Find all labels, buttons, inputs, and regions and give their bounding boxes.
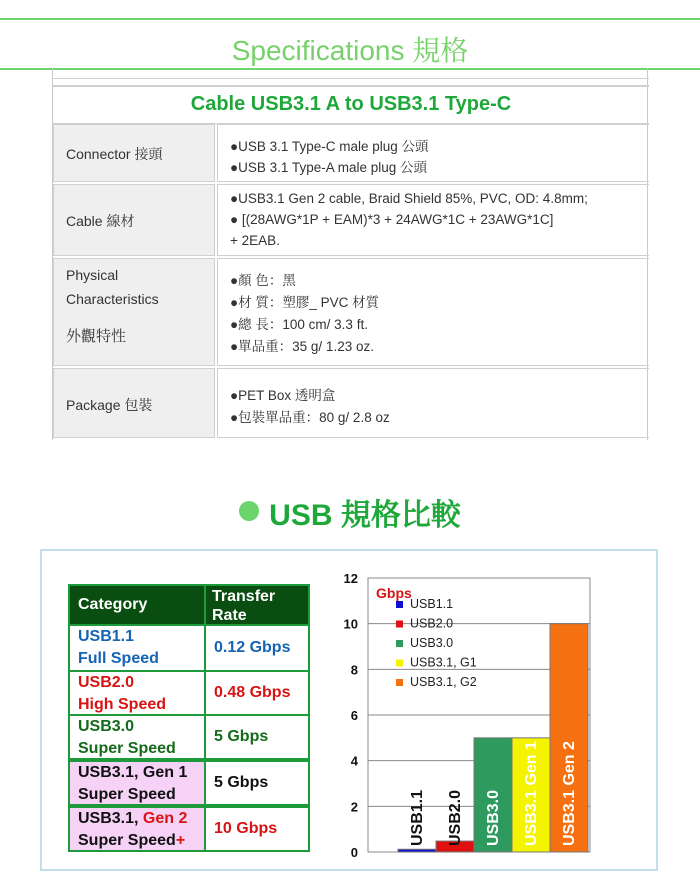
rate-value: 5 Gbps bbox=[214, 774, 269, 791]
category-speed: Super Speed bbox=[78, 740, 176, 757]
category-name: USB3.0 bbox=[78, 718, 135, 735]
spec-row-connector bbox=[53, 124, 649, 182]
legend-label: USB3.1, G2 bbox=[410, 675, 477, 689]
bullet-icon bbox=[239, 501, 259, 521]
category-name: USB3.1, Gen 1 bbox=[78, 764, 188, 781]
spec-title-row bbox=[53, 86, 649, 124]
spec-title: Cable USB3.1 A to USB3.1 Type-C bbox=[190, 93, 512, 115]
spec-line: ●PET Box 透明盒 bbox=[230, 388, 336, 403]
table-row-category bbox=[68, 760, 206, 806]
legend-label: USB3.1, G1 bbox=[410, 655, 477, 670]
spec-label: Package 包裝 bbox=[66, 397, 153, 413]
legend-swatch bbox=[396, 601, 403, 608]
table-row-rate bbox=[204, 714, 310, 760]
legend-label: USB3.0 bbox=[410, 636, 454, 650]
table-row-category bbox=[68, 714, 206, 760]
y-tick-label: 12 bbox=[343, 571, 358, 586]
spec-line: ●總 長：100 cm/ 3.3 ft. bbox=[230, 317, 368, 332]
spec-label: Connector 接頭 bbox=[66, 146, 163, 162]
spec-value-cell bbox=[217, 258, 649, 366]
category-speed: Super Speed bbox=[78, 786, 176, 803]
spec-label: Characteristics bbox=[66, 291, 159, 307]
category-name: USB3.1, bbox=[78, 810, 143, 827]
rate-value: 10 Gbps bbox=[214, 820, 278, 837]
category-name: USB2.0 bbox=[78, 674, 135, 691]
category-gen: Gen 2 bbox=[142, 810, 188, 827]
section-heading bbox=[0, 490, 700, 534]
spec-line: ●材 質：塑膠_ PVC 材質 bbox=[230, 295, 380, 310]
spec-value-cell bbox=[217, 184, 649, 256]
category-speed: High Speed bbox=[78, 696, 167, 713]
spec-label-cell bbox=[53, 258, 215, 366]
category-plus: + bbox=[175, 832, 186, 849]
legend-swatch bbox=[396, 679, 403, 686]
y-axis-label: Gbps bbox=[376, 585, 412, 601]
spec-label-cell bbox=[53, 124, 215, 182]
spec-label-cell bbox=[53, 368, 215, 438]
table-row-rate bbox=[204, 760, 310, 806]
spec-label-cell bbox=[53, 184, 215, 256]
spec-row-physical bbox=[53, 258, 649, 366]
spec-row-package bbox=[53, 368, 649, 438]
bar bbox=[398, 849, 436, 852]
spec-label: Cable 線材 bbox=[66, 213, 135, 229]
legend-swatch bbox=[396, 660, 403, 667]
y-tick-label: 6 bbox=[350, 708, 358, 723]
legend-swatch bbox=[396, 640, 403, 647]
spec-line: ●USB 3.1 Type-C male plug 公頭 bbox=[230, 139, 429, 154]
y-tick-label: 10 bbox=[343, 616, 358, 632]
table-row-rate bbox=[204, 624, 310, 672]
rate-value: 0.48 Gbps bbox=[214, 684, 291, 701]
header-band bbox=[0, 18, 700, 70]
spec-line: + 2EAB. bbox=[230, 233, 280, 248]
y-tick-label: 0 bbox=[350, 845, 358, 860]
table-row-rate bbox=[204, 670, 310, 716]
category-speed: Super Speed bbox=[78, 832, 176, 849]
bar-label: USB3.1 Gen 1 bbox=[523, 741, 540, 846]
table-row-category bbox=[68, 670, 206, 716]
spec-value-cell bbox=[217, 368, 649, 438]
y-tick-label: 8 bbox=[350, 662, 358, 678]
spec-line: ●顏 色：黑 bbox=[230, 273, 296, 288]
spec-line: ●USB 3.1 Type-A male plug 公頭 bbox=[230, 160, 427, 175]
section-title: USB 規格比較 bbox=[269, 499, 461, 532]
spec-line: ●USB3.1 Gen 2 cable, Braid Shield 85%, PVC, OD: 4.8mm; bbox=[230, 191, 588, 206]
rate-value: 5 Gbps bbox=[214, 728, 269, 745]
table-row-category bbox=[68, 806, 206, 852]
spec-line: ● [(28AWG*1P + EAM)*3 + 24AWG*1C + 23AWG*1C] bbox=[230, 212, 554, 227]
spec-label: 外觀特性 bbox=[66, 328, 127, 345]
bar-label: USB1.1 bbox=[409, 789, 426, 846]
spec-line: ●包裝單品重：80 g/ 2.8 oz bbox=[230, 410, 390, 425]
header-label: Transfer Rate bbox=[212, 588, 276, 624]
spec-spacer-row bbox=[53, 78, 649, 86]
y-tick-label: 2 bbox=[350, 799, 358, 815]
category-speed: Full Speed bbox=[78, 650, 159, 667]
page-title: Specifications 規格 bbox=[231, 35, 469, 66]
legend-swatch bbox=[396, 621, 403, 628]
rate-value: 0.12 Gbps bbox=[214, 639, 291, 656]
table-header-category bbox=[68, 584, 206, 626]
bar-label: USB2.0 bbox=[447, 789, 464, 846]
bar-label: USB3.0 bbox=[485, 789, 502, 846]
table-header-rate bbox=[204, 584, 310, 626]
spec-row-cable bbox=[53, 184, 649, 256]
legend-label: USB1.1 bbox=[410, 597, 454, 611]
spec-table bbox=[52, 68, 648, 440]
spec-value-cell bbox=[217, 124, 649, 182]
bar-label: USB3.1 Gen 2 bbox=[561, 741, 578, 846]
y-tick-label: 4 bbox=[350, 753, 358, 769]
table-row-rate bbox=[204, 806, 310, 852]
legend-label: USB2.0 bbox=[410, 616, 454, 631]
header-label: Category bbox=[78, 596, 148, 613]
spec-label: Physical bbox=[66, 267, 119, 283]
category-name: USB1.1 bbox=[78, 628, 135, 645]
table-row-category bbox=[68, 624, 206, 672]
bar-chart bbox=[330, 566, 630, 866]
spec-line: ●單品重：35 g/ 1.23 oz. bbox=[230, 339, 374, 354]
